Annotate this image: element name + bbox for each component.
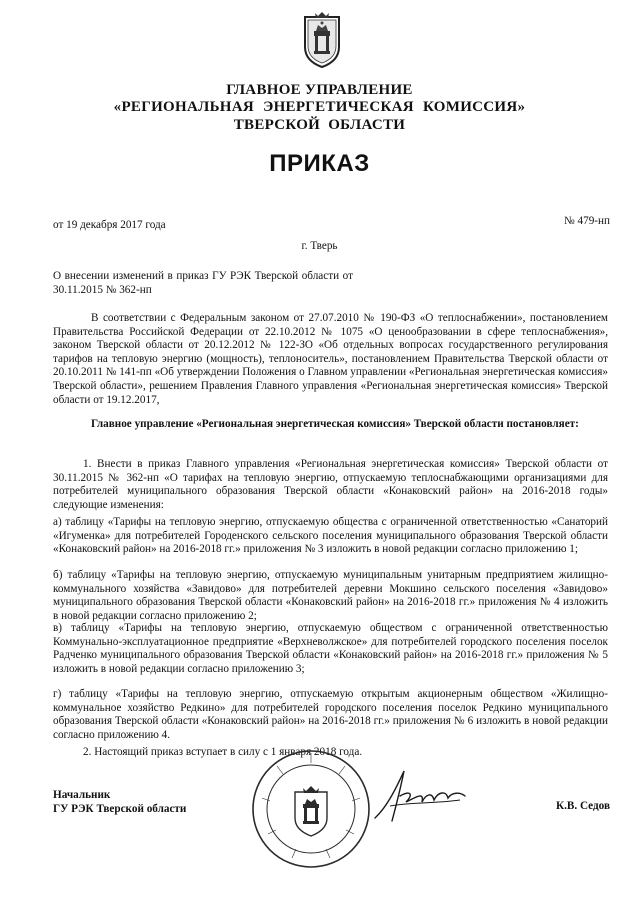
coat-of-arms-icon — [303, 11, 341, 69]
signatory-position-line-2: ГУ РЭК Тверской области — [53, 802, 187, 815]
city: г. Тверь — [301, 240, 338, 252]
signatory-position — [53, 789, 186, 816]
order-item-2: 2. Настоящий приказ вступает в силу с 1 января 2018 года. — [83, 746, 363, 758]
title-line-1: ГЛАВНОЕ УПРАВЛЕНИЕ — [226, 82, 413, 98]
order-date: от 19 декабря 2017 года — [53, 219, 166, 231]
preamble-paragraph: В соответствии с Федеральным законом от 27.07.2010 № 190-ФЗ «О теплоснабжении», постановлением Правительства Российской Федерации от 22.10.2012 № 1075 «О ценообразовании в сфере теплоснабжения», законом Тверской области от 20.12.2012 № 122-ЗО «Об отдельных вопросах государственного регулирования тарифов на тепловую энергию (мощность), теплоноситель», постановлением Правительства Тверской области от 20.10.2011 № 141-пп «Об утверждении Положения о Главном управлении «Региональная энергетическая комиссия» Тверской области», решением Правления Главного управления «Региональная энергетическая комиссия» Тверской области от 19.12.2017, — [53, 312, 608, 406]
order-number: № 479-нп — [564, 215, 610, 227]
authority-resolution: Главное управление «Региональная энергетическая комиссия» Тверской области постановляет: — [91, 418, 579, 430]
title-line-2: «РЕГИОНАЛЬНАЯ ЭНЕРГЕТИЧЕСКАЯ КОМИССИЯ» — [113, 99, 526, 115]
order-subject: О внесении изменений в приказ ГУ РЭК Тверской области от 30.11.2015 № 362-нп — [53, 270, 353, 296]
order-subitem-g: г) таблицу «Тарифы на тепловую энергию, отпускаемую открытым акционерным обществом «Жилищно-коммунальное хозяйство Редкино» для потребителей городского поселения поселок Редкино муниципального образования Тверской области «Конаковский район» на 2016-2018 гг.» приложения № 6 изложить в новой редакции согласно приложению 4. — [53, 688, 608, 741]
document-type-heading: ПРИКАЗ — [269, 150, 370, 177]
order-item-1: 1. Внести в приказ Главного управления «Региональная энергетическая комиссия» Тверской области от 30.11.2015 № 362-нп «О тарифах на тепловую энергию, отпускаемую теплоснабжающими организациями для потребителей муниципального образования Тверской области «Конаковский район» на 2016-2018 годы» следующие изменения: — [53, 458, 608, 511]
handwritten-signature-icon — [370, 766, 470, 826]
title-line-3: ТВЕРСКОЙ ОБЛАСТИ — [233, 117, 406, 133]
order-subitem-b: б) таблицу «Тарифы на тепловую энергию, отпускаемую муниципальным унитарным предприятием жилищно-коммунального хозяйства «Завидово» для потребителей деревни Мокшино сельского поселения «Завидово» муниципального образования Тверской области «Конаковский район» на 2016-2018 гг.» приложения № 4 изложить в новой редакции согласно приложению 2; — [53, 569, 608, 622]
order-subitem-v: в) таблицу «Тарифы на тепловую энергию, отпускаемую обществом с ограниченной ответственностью Коммунально-эксплуатационное предприятие «Верхневолжское» для потребителей городского поселения поселок Радченко муниципального образования Тверской области «Конаковский район» на 2016-2018 гг.» приложения № 5 изложить в новой редакции согласно приложению 3; — [53, 622, 608, 675]
signatory-name: К.В. Седов — [555, 800, 610, 812]
order-subitem-a: а) таблицу «Тарифы на тепловую энергию, отпускаемую общества с ограниченной ответственностью «Санаторий «Игуменка» для потребителей Городенского сельского поселения муниципального образования Тверской области «Конаковский район» на 2016-2018 гг.» приложения № 3 изложить в новой редакции согласно приложению 1; — [53, 516, 608, 556]
official-seal-icon — [250, 748, 372, 870]
signatory-position-line-1: Начальник — [53, 789, 111, 801]
